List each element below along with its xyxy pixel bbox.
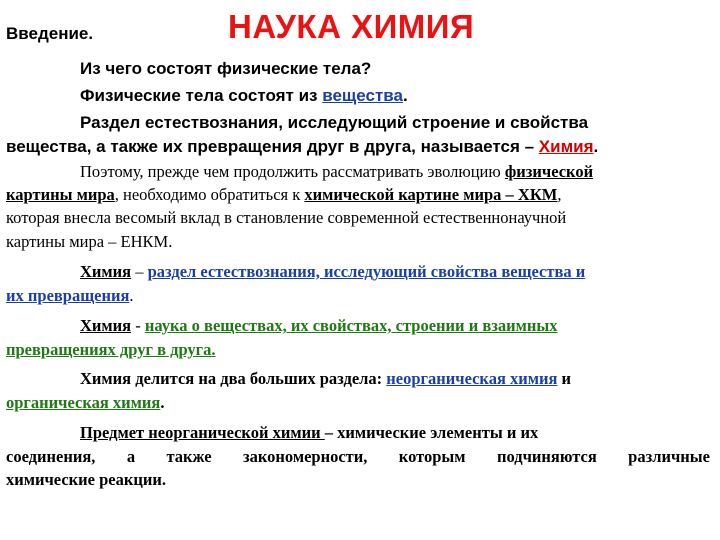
q2-keyword-substance[interactable]: вещества [322,86,403,105]
d2-definition-cont[interactable]: превращениях друг в друга. [6,340,216,359]
q2-end: . [402,86,408,105]
p1-keyword-world-picture[interactable]: картины мира [6,185,115,204]
d3-and: и [557,369,572,388]
paragraph-1-line-4: картины мира – ЕНКМ. [6,232,173,251]
question-1: Из чего состоят физические тела? [80,59,372,78]
statement-text: вещества, а также их превращения друг в друга, называется – [6,137,539,156]
d1-dash: – [131,262,148,281]
definition-3-line-1 [80,368,571,390]
definition-3-line-2 [6,392,164,414]
d1-term[interactable]: Химия [80,262,132,281]
question-2 [80,85,408,107]
definition-2-line-2 [6,339,216,361]
p1-text-d: , необходимо обратиться к [114,185,305,204]
d3-text: Химия делится на два больших раздела: [80,369,387,388]
d3-end: . [160,393,165,412]
definition-4-line-3: химические реакции. [6,470,167,489]
p1-keyword-physical[interactable]: физической [504,162,594,181]
p1-text-a: Поэтому, прежде чем продолжить рассматривать эволюцию [80,162,505,181]
page-title: НАУКА ХИМИЯ [228,8,475,45]
intro-label: Введение. [6,24,94,43]
statement-line-2 [6,136,598,158]
d4-text: – химические элементы и их [324,423,539,442]
p1-text-f: , [557,185,562,204]
d2-term[interactable]: Химия [80,316,132,335]
d1-end: . [129,286,134,305]
d1-definition[interactable]: раздел естествознания, исследующий свойства вещества и [147,262,586,281]
paragraph-1-line-1 [80,161,593,183]
statement-line-1: Раздел естествознания, исследующий строение и свойства [80,113,589,132]
definition-4-line-1 [80,422,538,444]
paragraph-1-line-3: которая внесла весомый вклад в становление современной естественнонаучной [6,208,567,227]
p1-keyword-hkm[interactable]: химической картине мира – ХКМ [304,185,558,204]
q2-text: Физические тела состоят из [80,86,323,105]
definition-4-line-2: соединения, а также закономерности, которым подчиняются различные [6,447,710,466]
d4-subject[interactable]: Предмет неорганической химии [80,423,325,442]
d2-dash: - [131,316,145,335]
paragraph-1-line-2 [6,184,562,206]
statement-end: . [593,137,599,156]
d3-organic[interactable]: органическая химия [6,393,161,412]
d1-definition-cont[interactable]: их превращения [6,286,130,305]
definition-2-line-1 [80,315,558,337]
definition-1-line-2 [6,285,134,307]
keyword-chemistry[interactable]: Химия [538,137,594,156]
d2-definition[interactable]: наука о веществах, их свойствах, строении и взаимных [144,316,558,335]
definition-1-line-1 [80,261,585,283]
d3-inorganic[interactable]: неорганическая химия [386,369,558,388]
